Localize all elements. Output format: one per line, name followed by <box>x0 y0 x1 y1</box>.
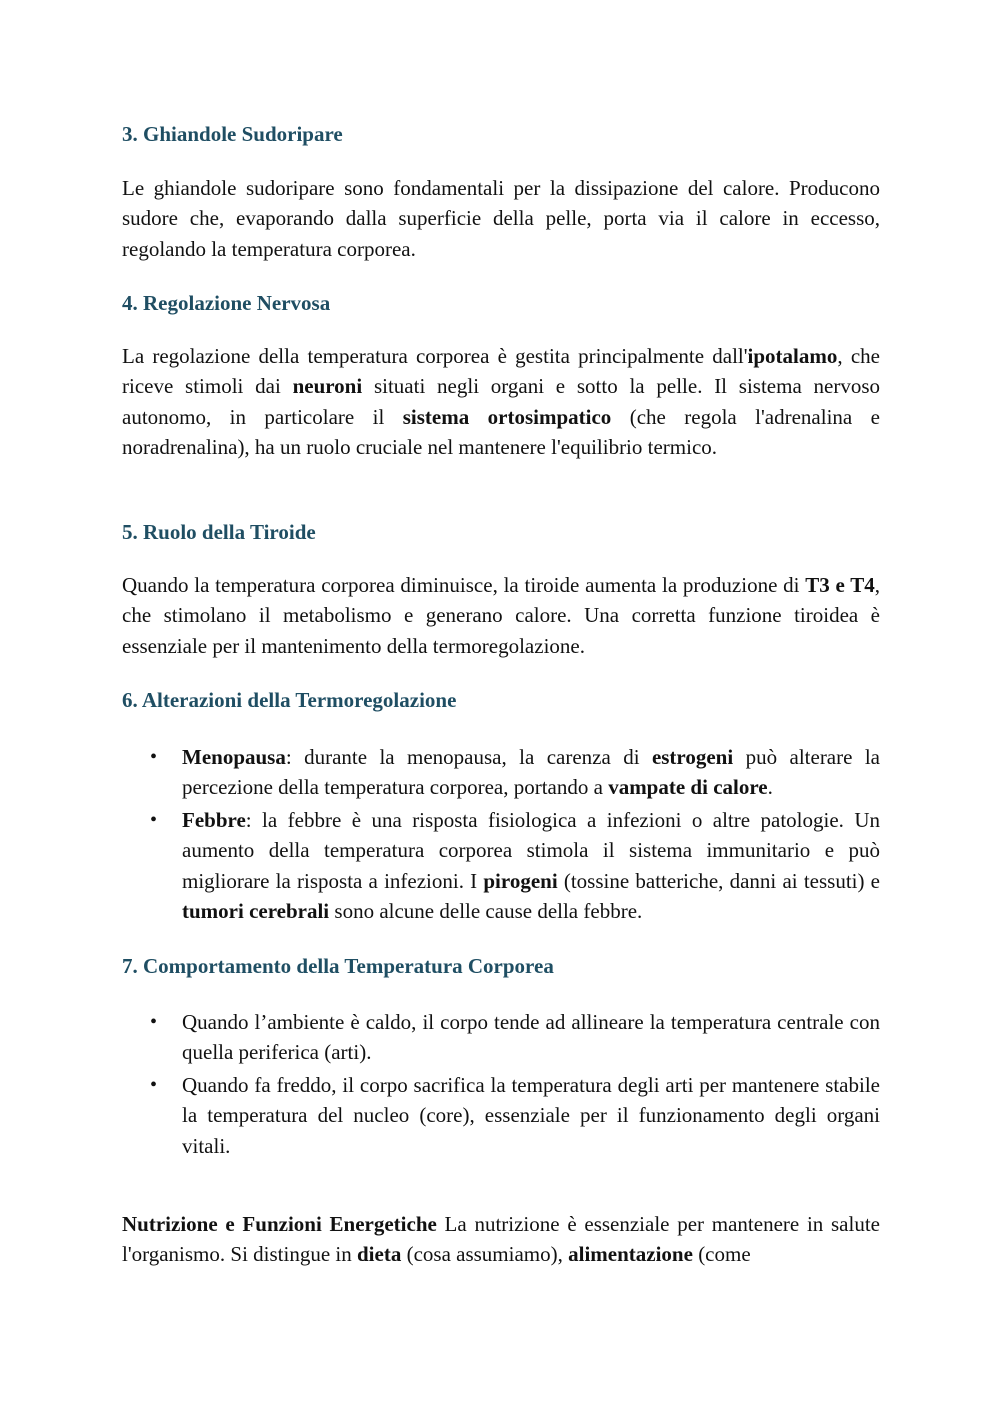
bullet-icon: • <box>150 809 158 832</box>
list-item-freddo: • Quando fa freddo, il corpo sacrifica la temperatura degli arti per mantenere stabile la temperatura del nucleo (core), essenziale per il funzionamento degli organi vitali. <box>122 1070 880 1161</box>
nutrition-heading: Nutrizione e Funzioni Energetiche <box>122 1212 437 1236</box>
list-item-febbre: • Febbre: la febbre è una risposta fisiologica a infezioni o altre patologie. Un aumento della temperatura corporea stimola il sistema immunitario e può migliorare la risposta a infezioni. I pirogeni (tossine batteriche, danni ai tessuti) e tumori cerebrali sono alcune delle cause della febbre. <box>122 805 880 926</box>
term-sistema-ortosimpatico: sistema ortosimpatico <box>402 404 612 429</box>
bullet-icon: • <box>150 1074 158 1097</box>
section-heading-6: 6. Alterazioni della Termoregolazione <box>122 688 457 712</box>
paragraph-thyroid: Quando la temperatura corporea diminuisce, la tiroide aumenta la produzione di T3 e T4, che stimolano il metabolismo e generano calore. Una corretta funzione tiroidea è essenziale per il mantenimento della termoregolazione. <box>122 573 880 658</box>
term-dieta: dieta <box>357 1242 402 1267</box>
alterations-list <box>122 742 880 929</box>
paragraph-nervous-regulation: La regolazione della temperatura corporea è gestita principalmente dall'ipotalamo, che riceve stimoli dai neuroni situati negli organi e sotto la pelle. Il sistema nervoso autonomo, in particolare il sistema ortosimpatico (che regola l'adrenalina e noradrenalina), ha un ruolo cruciale nel mantenere l'equilibrio termico. <box>122 344 880 459</box>
term-t3-t4: T3 e T4 <box>805 573 875 597</box>
paragraph-sweat-glands: Le ghiandole sudoripare sono fondamentali per la dissipazione del calore. Producono sudore che, evaporando dalla superficie della pelle, porta via il calore in eccesso, regolando la temperatura corporea. <box>122 176 880 261</box>
body-temperature-list <box>122 1007 880 1163</box>
list-item-menopausa: • Menopausa: durante la menopausa, la carenza di estrogeni può alterare la percezione della temperatura corporea, portando a vampate di calore. <box>122 742 880 803</box>
term-alimentazione: alimentazione <box>568 1242 693 1267</box>
term-neuroni: neuroni <box>292 374 363 399</box>
section-heading-5: 5. Ruolo della Tiroide <box>122 520 316 544</box>
term-ipotalamo: ipotalamo <box>747 344 838 368</box>
section-heading-3: 3. Ghiandole Sudoripare <box>122 122 343 146</box>
section-heading-7: 7. Comportamento della Temperatura Corporea <box>122 954 554 978</box>
paragraph-nutrition: Nutrizione e Funzioni Energetiche La nutrizione è essenziale per mantenere in salute l'organismo. Si distingue in dieta (cosa assumiamo), alimentazione (come <box>122 1212 880 1267</box>
bullet-icon: • <box>150 1011 158 1033</box>
bullet-icon: • <box>150 746 158 768</box>
section-heading-4: 4. Regolazione Nervosa <box>122 291 331 315</box>
list-item-caldo: • Quando l’ambiente è caldo, il corpo tende ad allineare la temperatura centrale con quella periferica (arti). <box>122 1007 880 1068</box>
